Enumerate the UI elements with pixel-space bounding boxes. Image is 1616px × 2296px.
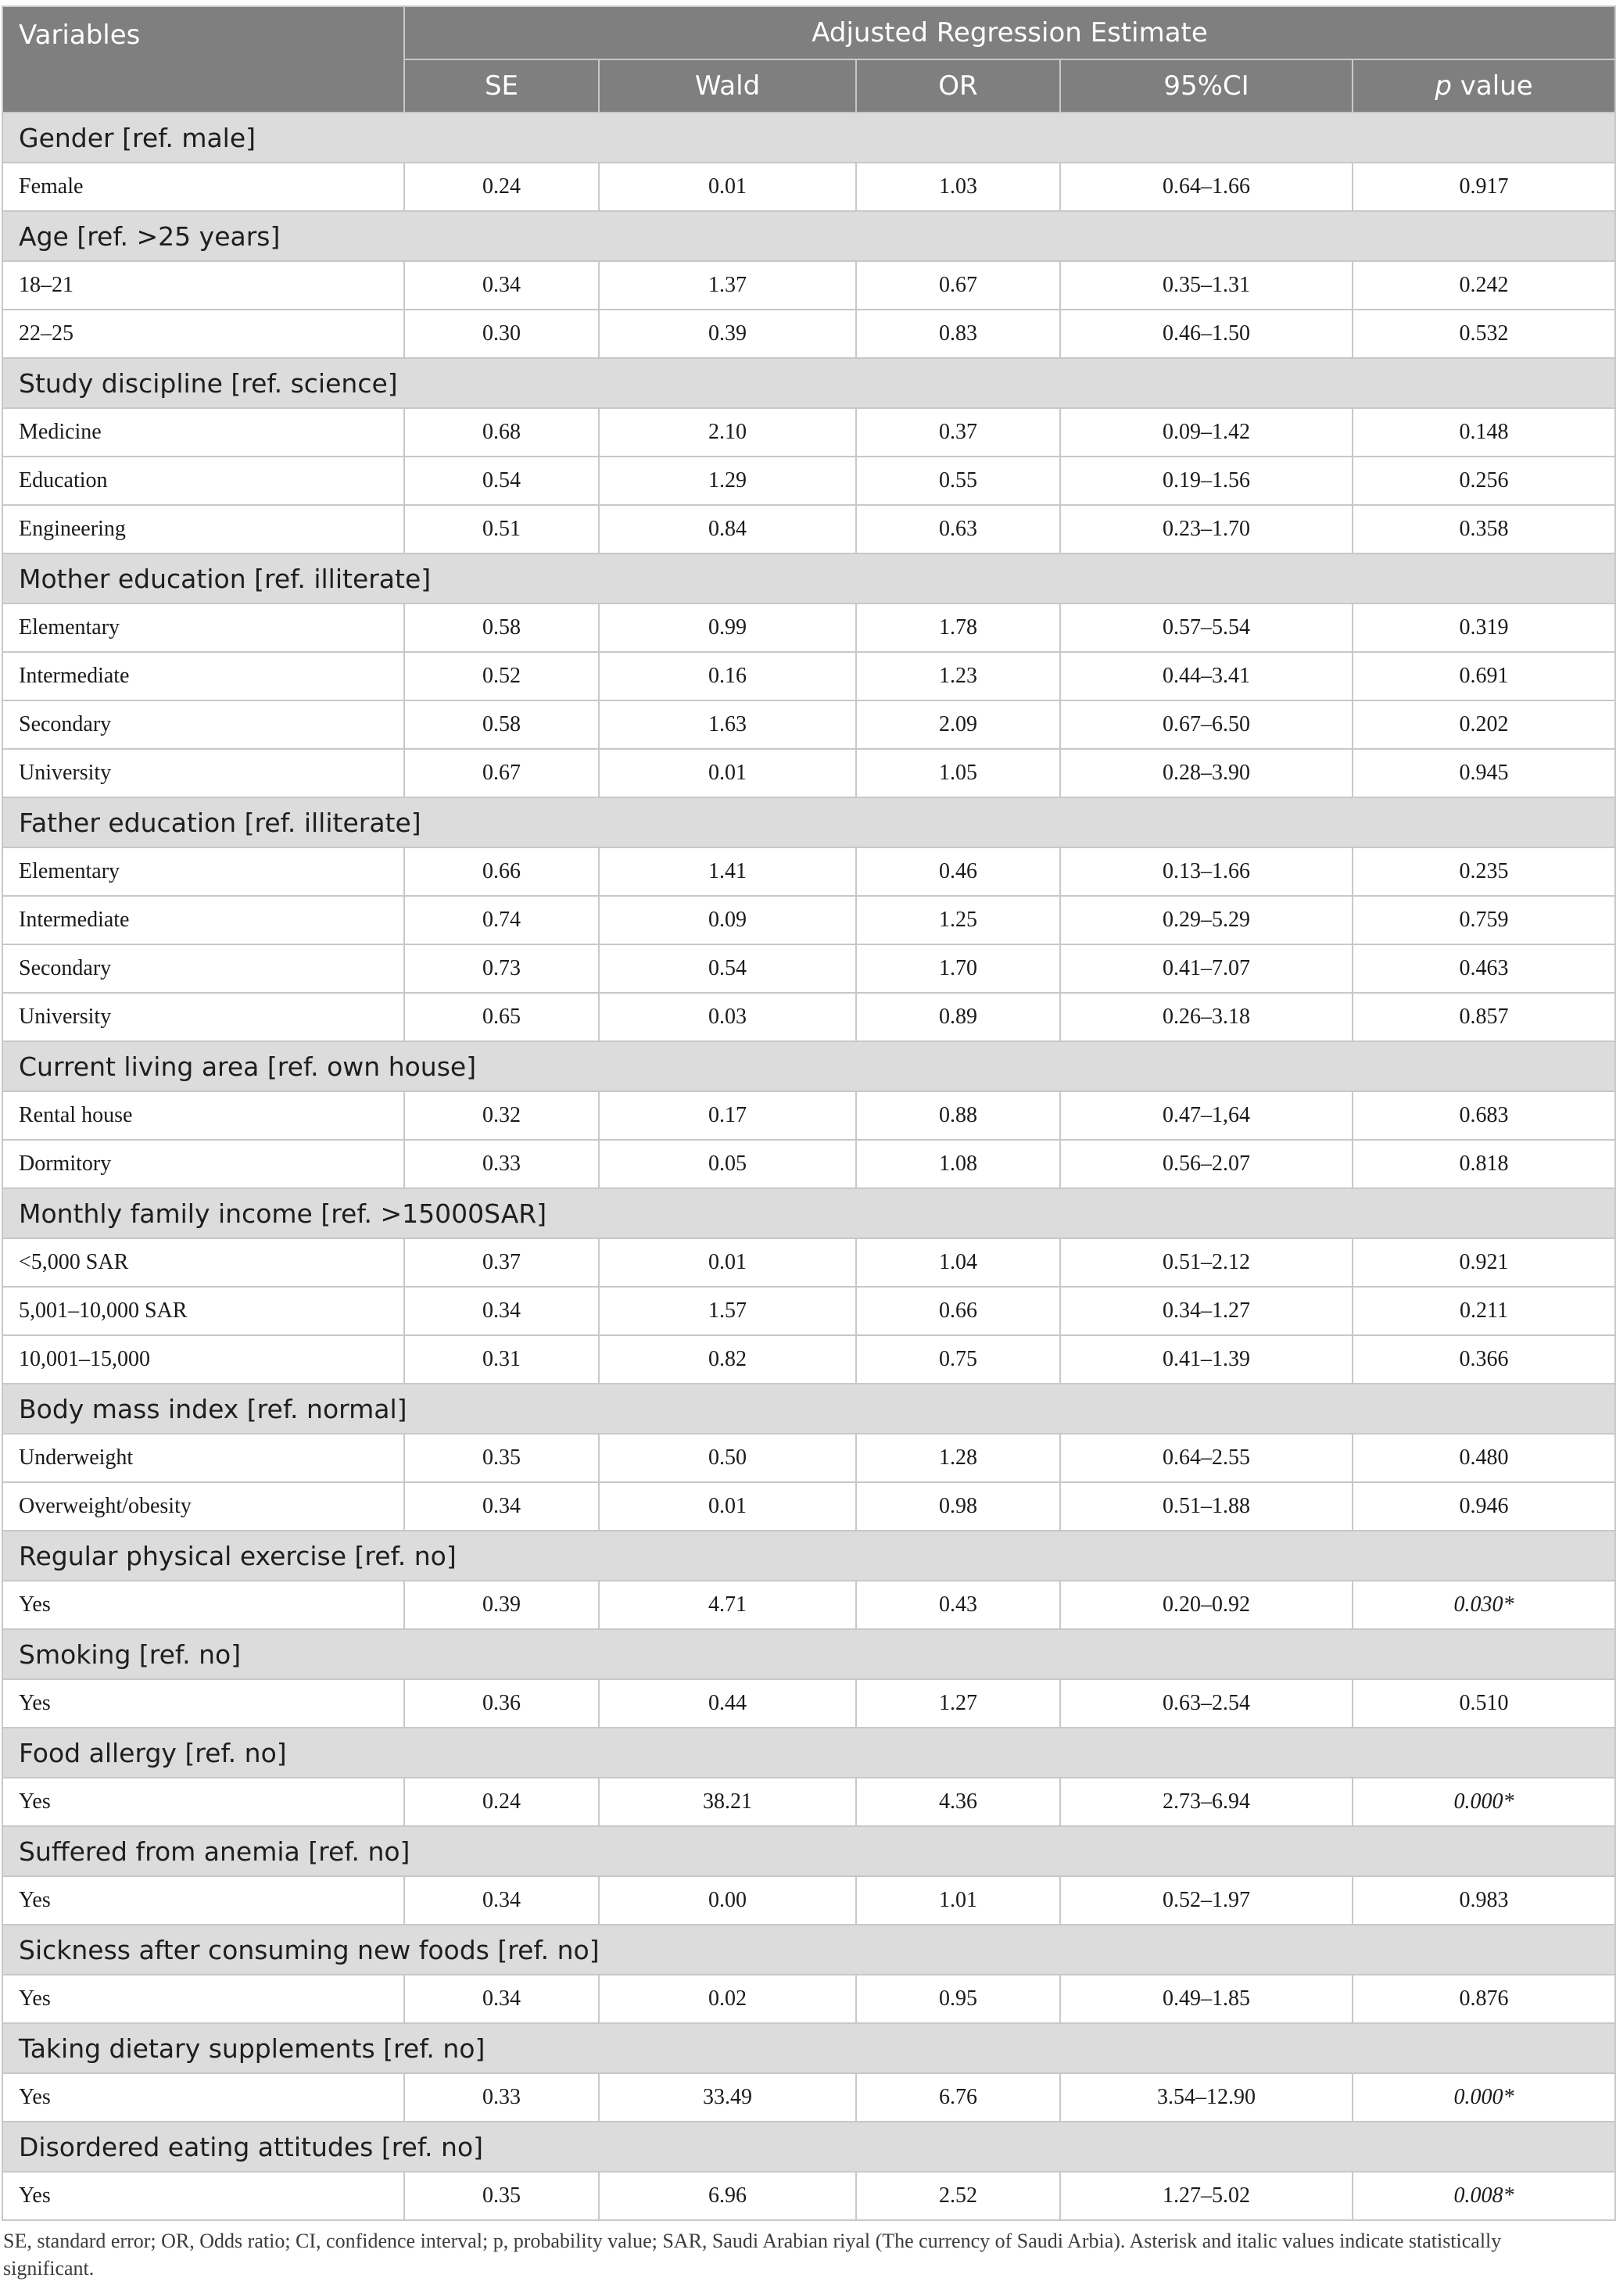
or-cell: 0.98: [856, 1482, 1060, 1531]
row-label: University: [2, 749, 404, 797]
group-header-row: [2, 1531, 1615, 1581]
wald-cell: 1.41: [599, 847, 856, 896]
row-label: 22–25: [2, 310, 404, 358]
group-title: Study discipline [ref. science]: [2, 358, 1615, 408]
table-row: [2, 505, 1615, 553]
or-cell: 1.70: [856, 944, 1060, 993]
p-value-cell: 0.148: [1353, 408, 1615, 457]
se-cell: 0.58: [404, 700, 599, 749]
or-cell: 0.95: [856, 1975, 1060, 2023]
row-label: Yes: [2, 1581, 404, 1629]
group-title: Gender [ref. male]: [2, 113, 1615, 163]
se-cell: 0.66: [404, 847, 599, 896]
wald-header: Wald: [599, 59, 856, 113]
table-row: [2, 896, 1615, 944]
se-cell: 0.34: [404, 1482, 599, 1531]
wald-cell: 4.71: [599, 1581, 856, 1629]
row-label: Elementary: [2, 604, 404, 652]
row-label: Yes: [2, 2172, 404, 2220]
wald-cell: 0.05: [599, 1140, 856, 1188]
p-value-cell: 0.008*: [1353, 2172, 1615, 2220]
p-value-cell: 0.235: [1353, 847, 1615, 896]
or-header: OR: [856, 59, 1060, 113]
or-cell: 0.88: [856, 1091, 1060, 1140]
p-value-cell: 0.211: [1353, 1287, 1615, 1335]
wald-cell: 0.01: [599, 163, 856, 211]
wald-cell: 2.10: [599, 408, 856, 457]
or-cell: 1.04: [856, 1238, 1060, 1287]
group-header-row: [2, 1826, 1615, 1876]
p-value-cell: 0.000*: [1353, 2073, 1615, 2122]
group-title: Father education [ref. illiterate]: [2, 797, 1615, 847]
se-cell: 0.34: [404, 261, 599, 310]
group-title: Mother education [ref. illiterate]: [2, 553, 1615, 604]
row-label: Medicine: [2, 408, 404, 457]
se-cell: 0.52: [404, 652, 599, 700]
table-row: [2, 261, 1615, 310]
or-cell: 1.08: [856, 1140, 1060, 1188]
group-header-row: [2, 1041, 1615, 1091]
ci-cell: 3.54–12.90: [1060, 2073, 1353, 2122]
or-cell: 1.05: [856, 749, 1060, 797]
wald-cell: 1.57: [599, 1287, 856, 1335]
table-row: [2, 1238, 1615, 1287]
p-value-cell: 0.532: [1353, 310, 1615, 358]
table-row: [2, 1679, 1615, 1728]
or-cell: 0.46: [856, 847, 1060, 896]
p-value-cell: 0.202: [1353, 700, 1615, 749]
or-cell: 1.03: [856, 163, 1060, 211]
group-title: Age [ref. >25 years]: [2, 211, 1615, 261]
ci-cell: 0.23–1.70: [1060, 505, 1353, 553]
row-label: Overweight/obesity: [2, 1482, 404, 1531]
se-cell: 0.34: [404, 1287, 599, 1335]
ci-cell: 0.34–1.27: [1060, 1287, 1353, 1335]
group-title: Taking dietary supplements [ref. no]: [2, 2023, 1615, 2073]
wald-cell: 1.29: [599, 457, 856, 505]
wald-cell: 0.09: [599, 896, 856, 944]
se-cell: 0.74: [404, 896, 599, 944]
or-cell: 6.76: [856, 2073, 1060, 2122]
ci-cell: 1.27–5.02: [1060, 2172, 1353, 2220]
variables-header: Variables: [2, 6, 404, 113]
se-cell: 0.31: [404, 1335, 599, 1384]
group-header-row: [2, 553, 1615, 604]
ci-cell: 0.20–0.92: [1060, 1581, 1353, 1629]
row-label: Yes: [2, 1876, 404, 1925]
or-cell: 0.37: [856, 408, 1060, 457]
ci-cell: 0.26–3.18: [1060, 993, 1353, 1041]
row-label: Education: [2, 457, 404, 505]
se-cell: 0.35: [404, 2172, 599, 2220]
p-value-word: value: [1451, 70, 1533, 102]
ci-cell: 0.47–1,64: [1060, 1091, 1353, 1140]
ci-cell: 2.73–6.94: [1060, 1778, 1353, 1826]
or-cell: 1.25: [856, 896, 1060, 944]
row-label: Secondary: [2, 944, 404, 993]
se-cell: 0.24: [404, 163, 599, 211]
se-cell: 0.24: [404, 1778, 599, 1826]
or-cell: 0.75: [856, 1335, 1060, 1384]
wald-cell: 0.01: [599, 1238, 856, 1287]
ci-cell: 0.51–2.12: [1060, 1238, 1353, 1287]
wald-cell: 0.99: [599, 604, 856, 652]
row-label: Dormitory: [2, 1140, 404, 1188]
row-label: 18–21: [2, 261, 404, 310]
table-row: [2, 749, 1615, 797]
wald-cell: 33.49: [599, 2073, 856, 2122]
table-row: [2, 847, 1615, 896]
table-row: [2, 163, 1615, 211]
table-row: [2, 944, 1615, 993]
table-row: [2, 408, 1615, 457]
p-value-cell: 0.917: [1353, 163, 1615, 211]
se-cell: 0.68: [404, 408, 599, 457]
ci-cell: 0.19–1.56: [1060, 457, 1353, 505]
adjusted-regression-header: Adjusted Regression Estimate: [404, 6, 1615, 59]
p-value-cell: 0.691: [1353, 652, 1615, 700]
se-cell: 0.37: [404, 1238, 599, 1287]
group-title: Food allergy [ref. no]: [2, 1728, 1615, 1778]
or-cell: 1.23: [856, 652, 1060, 700]
wald-cell: 0.01: [599, 749, 856, 797]
ci-cell: 0.63–2.54: [1060, 1679, 1353, 1728]
or-cell: 2.09: [856, 700, 1060, 749]
table-row: [2, 993, 1615, 1041]
or-cell: 1.78: [856, 604, 1060, 652]
se-cell: 0.65: [404, 993, 599, 1041]
ci-cell: 0.35–1.31: [1060, 261, 1353, 310]
ci-cell: 0.09–1.42: [1060, 408, 1353, 457]
wald-cell: 0.02: [599, 1975, 856, 2023]
se-cell: 0.73: [404, 944, 599, 993]
se-cell: 0.34: [404, 1876, 599, 1925]
se-cell: 0.58: [404, 604, 599, 652]
se-cell: 0.32: [404, 1091, 599, 1140]
row-label: 5,001–10,000 SAR: [2, 1287, 404, 1335]
wald-cell: 1.37: [599, 261, 856, 310]
row-label: Rental house: [2, 1091, 404, 1140]
p-value-cell: 0.857: [1353, 993, 1615, 1041]
or-cell: 1.28: [856, 1434, 1060, 1482]
table-row: [2, 310, 1615, 358]
row-label: <5,000 SAR: [2, 1238, 404, 1287]
group-title: Monthly family income [ref. >15000SAR]: [2, 1188, 1615, 1238]
or-cell: 0.83: [856, 310, 1060, 358]
ci-cell: 0.28–3.90: [1060, 749, 1353, 797]
table-row: [2, 700, 1615, 749]
wald-cell: 38.21: [599, 1778, 856, 1826]
p-value-cell: 0.358: [1353, 505, 1615, 553]
wald-cell: 0.84: [599, 505, 856, 553]
group-title: Smoking [ref. no]: [2, 1629, 1615, 1679]
p-value-cell: 0.480: [1353, 1434, 1615, 1482]
group-header-row: [2, 2023, 1615, 2073]
or-cell: 1.01: [856, 1876, 1060, 1925]
wald-cell: 0.01: [599, 1482, 856, 1531]
wald-cell: 0.54: [599, 944, 856, 993]
p-value-cell: 0.510: [1353, 1679, 1615, 1728]
ci-cell: 0.51–1.88: [1060, 1482, 1353, 1531]
se-cell: 0.30: [404, 310, 599, 358]
wald-cell: 0.00: [599, 1876, 856, 1925]
or-cell: 0.55: [856, 457, 1060, 505]
group-header-row: [2, 1728, 1615, 1778]
ci-header: 95%CI: [1060, 59, 1353, 113]
table-row: [2, 1287, 1615, 1335]
ci-cell: 0.64–1.66: [1060, 163, 1353, 211]
wald-cell: 1.63: [599, 700, 856, 749]
group-header-row: [2, 1925, 1615, 1975]
table-row: [2, 1091, 1615, 1140]
p-value-cell: 0.366: [1353, 1335, 1615, 1384]
table-row: [2, 1335, 1615, 1384]
ci-cell: 0.52–1.97: [1060, 1876, 1353, 1925]
group-header-row: [2, 113, 1615, 163]
table-footnote: SE, standard error; OR, Odds ratio; CI, confidence interval; p, probability value; SAR, Saudi Arabian riyal (The currency of Saudi Arbia). Asterisk and italic values indicate statistically significant.: [3, 2230, 1502, 2280]
row-label: Underweight: [2, 1434, 404, 1482]
se-header: SE: [404, 59, 599, 113]
group-header-row: [2, 358, 1615, 408]
wald-cell: 0.50: [599, 1434, 856, 1482]
p-value-cell: 0.683: [1353, 1091, 1615, 1140]
ci-cell: 0.41–1.39: [1060, 1335, 1353, 1384]
p-value-cell: 0.242: [1353, 261, 1615, 310]
or-cell: 0.67: [856, 261, 1060, 310]
ci-cell: 0.13–1.66: [1060, 847, 1353, 896]
wald-cell: 0.03: [599, 993, 856, 1041]
p-value-cell: 0.256: [1353, 457, 1615, 505]
ci-cell: 0.49–1.85: [1060, 1975, 1353, 2023]
or-cell: 0.43: [856, 1581, 1060, 1629]
table-row: [2, 2172, 1615, 2220]
group-title: Regular physical exercise [ref. no]: [2, 1531, 1615, 1581]
table-body: [2, 113, 1615, 2220]
p-value-header: [1353, 59, 1615, 113]
or-cell: 0.63: [856, 505, 1060, 553]
row-label: Intermediate: [2, 652, 404, 700]
table-row: [2, 652, 1615, 700]
wald-cell: 0.44: [599, 1679, 856, 1728]
wald-cell: 0.39: [599, 310, 856, 358]
group-header-row: [2, 1384, 1615, 1434]
or-cell: 4.36: [856, 1778, 1060, 1826]
row-label: Secondary: [2, 700, 404, 749]
row-label: Yes: [2, 1975, 404, 2023]
se-cell: 0.33: [404, 1140, 599, 1188]
ci-cell: 0.41–7.07: [1060, 944, 1353, 993]
se-cell: 0.67: [404, 749, 599, 797]
p-value-cell: 0.463: [1353, 944, 1615, 993]
p-value-cell: 0.983: [1353, 1876, 1615, 1925]
group-header-row: [2, 2122, 1615, 2172]
row-label: Female: [2, 163, 404, 211]
table-row: [2, 1482, 1615, 1531]
se-cell: 0.34: [404, 1975, 599, 2023]
p-value-cell: 0.946: [1353, 1482, 1615, 1531]
wald-cell: 6.96: [599, 2172, 856, 2220]
p-value-cell: 0.818: [1353, 1140, 1615, 1188]
se-cell: 0.35: [404, 1434, 599, 1482]
ci-cell: 0.44–3.41: [1060, 652, 1353, 700]
ci-cell: 0.57–5.54: [1060, 604, 1353, 652]
group-title: Suffered from anemia [ref. no]: [2, 1826, 1615, 1876]
table-row: [2, 1581, 1615, 1629]
p-value-cell: 0.000*: [1353, 1778, 1615, 1826]
group-header-row: [2, 797, 1615, 847]
p-value-cell: 0.921: [1353, 1238, 1615, 1287]
ci-cell: 0.67–6.50: [1060, 700, 1353, 749]
or-cell: 1.27: [856, 1679, 1060, 1728]
group-header-row: [2, 1188, 1615, 1238]
row-label: Yes: [2, 2073, 404, 2122]
se-cell: 0.33: [404, 2073, 599, 2122]
table-row: [2, 1876, 1615, 1925]
row-label: Elementary: [2, 847, 404, 896]
wald-cell: 0.17: [599, 1091, 856, 1140]
row-label: Yes: [2, 1778, 404, 1826]
group-title: Disordered eating attitudes [ref. no]: [2, 2122, 1615, 2172]
table-row: [2, 604, 1615, 652]
table-row: [2, 2073, 1615, 2122]
table-row: [2, 1975, 1615, 2023]
row-label: Engineering: [2, 505, 404, 553]
row-label: Intermediate: [2, 896, 404, 944]
ci-cell: 0.64–2.55: [1060, 1434, 1353, 1482]
row-label: University: [2, 993, 404, 1041]
table-row: [2, 457, 1615, 505]
p-symbol: p: [1435, 70, 1452, 102]
header-row-1: [2, 6, 1615, 59]
p-value-cell: 0.759: [1353, 896, 1615, 944]
ci-cell: 0.29–5.29: [1060, 896, 1353, 944]
or-cell: 2.52: [856, 2172, 1060, 2220]
table-row: [2, 1434, 1615, 1482]
group-title: Current living area [ref. own house]: [2, 1041, 1615, 1091]
ci-cell: 0.56–2.07: [1060, 1140, 1353, 1188]
group-title: Body mass index [ref. normal]: [2, 1384, 1615, 1434]
se-cell: 0.39: [404, 1581, 599, 1629]
or-cell: 0.66: [856, 1287, 1060, 1335]
se-cell: 0.51: [404, 505, 599, 553]
row-label: Yes: [2, 1679, 404, 1728]
group-header-row: [2, 211, 1615, 261]
p-value-cell: 0.030*: [1353, 1581, 1615, 1629]
or-cell: 0.89: [856, 993, 1060, 1041]
p-value-cell: 0.319: [1353, 604, 1615, 652]
row-label: 10,001–15,000: [2, 1335, 404, 1384]
se-cell: 0.54: [404, 457, 599, 505]
wald-cell: 0.16: [599, 652, 856, 700]
p-value-cell: 0.945: [1353, 749, 1615, 797]
table-row: [2, 1778, 1615, 1826]
p-value-cell: 0.876: [1353, 1975, 1615, 2023]
table-row: [2, 1140, 1615, 1188]
wald-cell: 0.82: [599, 1335, 856, 1384]
group-title: Sickness after consuming new foods [ref. no]: [2, 1925, 1615, 1975]
se-cell: 0.36: [404, 1679, 599, 1728]
regression-table: [2, 5, 1616, 2221]
group-header-row: [2, 1629, 1615, 1679]
ci-cell: 0.46–1.50: [1060, 310, 1353, 358]
